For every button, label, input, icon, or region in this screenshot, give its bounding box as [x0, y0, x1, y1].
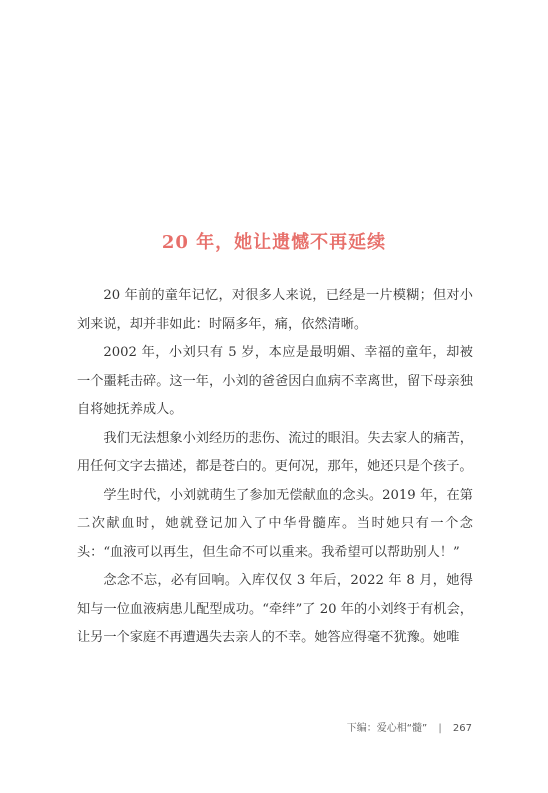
page-number: 267: [452, 723, 472, 734]
paragraph: 念念不忘，必有回响。入库仅仅 3 年后，2022 年 8 月，她得知与一位血液病患儿配型成功。“牵绊”了 20 年的小刘终于有机会，让另一个家庭不再遭遇失去亲人的不幸。她答应得毫不犹豫。她唯: [77, 573, 473, 645]
page-footer: [347, 719, 472, 734]
paragraph: 20 年前的童年记忆，对很多人来说，已经是一片模糊；但对小刘来说，却并非如此：时隔多年，痛，依然清晰。: [77, 288, 473, 332]
footer-separator: |: [438, 723, 442, 734]
running-section-title: 下编：爱心相“髓”: [346, 723, 428, 734]
paragraph: 学生时代，小刘就萌生了参加无偿献血的念头。2019 年，在第二次献血时，她就登记加入了中华骨髓库。当时她只有一个念头：“血液可以再生，但生命不可以重来。我希望可以帮助别人！”: [77, 487, 473, 560]
paragraph: 我们无法想象小刘经历的悲伤、流过的眼泪。失去家人的痛苦，用任何文字去描述，都是苍白的。更何况，那年，她还只是个孩子。: [77, 430, 473, 474]
paragraph: 2002 年，小刘只有 5 岁，本应是最明媚、幸福的童年，却被一个噩耗击碎。这一年，小刘的爸爸因白血病不幸离世，留下母亲独自将她抚养成人。: [77, 345, 473, 417]
article-body: [77, 282, 473, 653]
article-title: 20 年，她让遗憾不再延续: [161, 232, 387, 253]
